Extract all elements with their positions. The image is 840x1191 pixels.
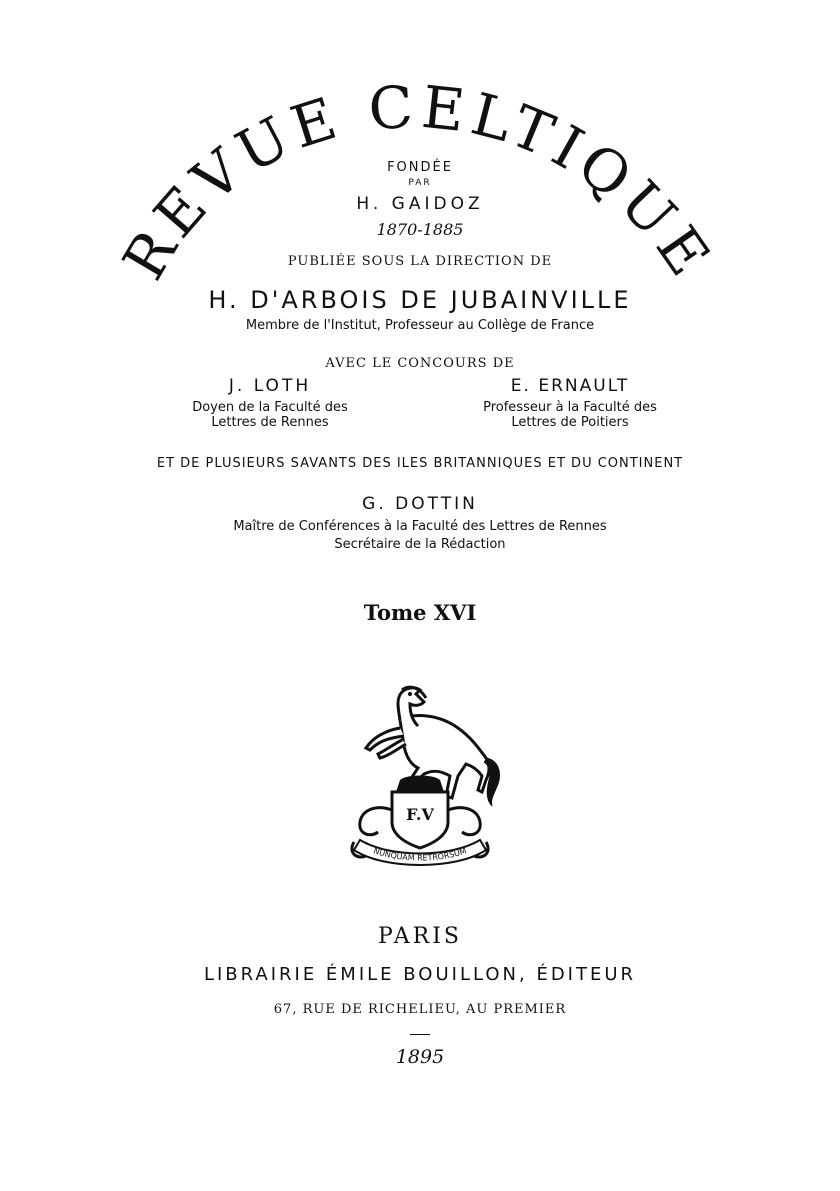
collaborator-name: E. ERNAULT bbox=[510, 376, 630, 396]
emblem-motto: NUNQUAM RETRORSUM bbox=[372, 846, 468, 863]
imprint-year: 1895 bbox=[395, 1046, 445, 1068]
collaborator-line2: Lettres de Rennes bbox=[211, 415, 329, 430]
secretary-line1: Maître de Conférences à la Faculté des Lettres de Rennes bbox=[233, 519, 607, 534]
director-title: Membre de l'Institut, Professeur au Collège de France bbox=[245, 318, 595, 333]
imprint-city: PARIS bbox=[378, 924, 462, 949]
collaborator-line2: Lettres de Poitiers bbox=[511, 415, 629, 430]
publisher-emblem bbox=[340, 680, 510, 870]
tome-label: Tome XVI bbox=[363, 600, 477, 625]
imprint-publisher: LIBRAIRIE ÉMILE BOUILLON, ÉDITEUR bbox=[203, 964, 637, 985]
collaborator-line1: Professeur à la Faculté des bbox=[483, 400, 657, 415]
secretary-line2: Secrétaire de la Rédaction bbox=[334, 537, 506, 552]
plusieurs-line: ET DE PLUSIEURS SAVANTS DES ILES BRITANNIQUES ET DU CONTINENT bbox=[156, 456, 684, 471]
emblem-monogram: F.V bbox=[406, 805, 434, 824]
director-name: H. D'ARBOIS DE JUBAINVILLE bbox=[208, 286, 632, 314]
par-label: PAR bbox=[408, 178, 432, 188]
shield-icon bbox=[392, 776, 448, 849]
secretary-name: G. DOTTIN bbox=[362, 494, 478, 514]
collaborator-line1: Doyen de la Faculté des bbox=[192, 400, 348, 415]
publiee-label: PUBLIÉE SOUS LA DIRECTION DE bbox=[287, 254, 553, 269]
founder-years: 1870-1885 bbox=[376, 220, 464, 239]
founder-name: H. GAIDOZ bbox=[356, 194, 484, 214]
collaborator-loth bbox=[150, 376, 390, 430]
collaborator-ernault bbox=[450, 376, 690, 430]
imprint-divider bbox=[410, 1034, 430, 1035]
fondee-label: FONDÉE bbox=[387, 160, 453, 175]
avec-label: AVEC LE CONCOURS DE bbox=[325, 356, 515, 371]
collaborator-name: J. LOTH bbox=[228, 376, 312, 396]
journal-title: REVUE CELTIQUE bbox=[109, 72, 727, 293]
imprint-address: 67, RUE DE RICHELIEU, AU PREMIER bbox=[273, 1002, 567, 1017]
